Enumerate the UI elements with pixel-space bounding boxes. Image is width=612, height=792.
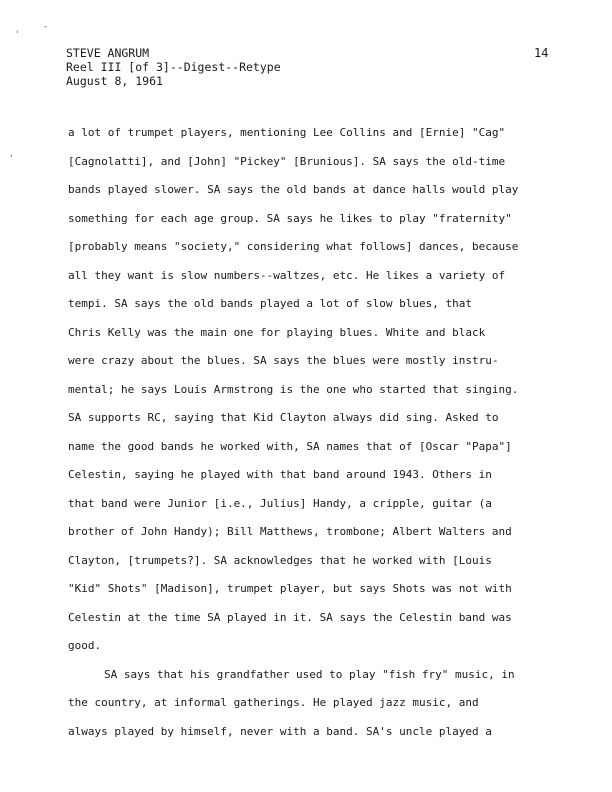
margin-mark: ' [16,30,19,40]
text-line: "Kid" Shots" [Madison], trumpet player, but says Shots was not with [68,582,512,595]
text-line: SA says that his grandfather used to play "fish fry" music, in [104,667,515,681]
text-line: name the good bands he worked with, SA names that of [Oscar "Papa"] [68,439,512,453]
reel-info: Reel III [of 3]--Digest--Retype [66,60,281,74]
margin-mark: - [44,22,48,32]
text-line: Clayton, [trumpets?]. SA acknowledges that he worked with [Louis [68,553,492,567]
margin-mark: ' [10,154,13,164]
text-line: tempi. SA says the old bands played a lot of slow blues, that [68,297,472,310]
transcript-body [68,126,578,753]
text-line: were crazy about the blues. SA says the blues were mostly instru- [68,354,499,367]
document-header [66,46,281,88]
page-number: 14 [534,46,549,60]
text-line: always played by himself, never with a band. SA's uncle played a [68,724,492,738]
text-line: brother of John Handy); Bill Matthews, trombone; Albert Walters and [68,525,512,538]
text-line: Celestin at the time SA played in it. SA says the Celestin band was [68,610,512,624]
text-line: [Cagnolatti], and [John] "Pickey" [Brunious]. SA says the old-time [68,154,506,168]
text-line: bands played slower. SA says the old bands at dance halls would play [68,183,519,196]
interview-date: August 8, 1961 [66,74,163,88]
text-line: good. [68,639,102,652]
text-line: Celestin, saying he played with that band around 1943. Others in [68,468,492,481]
text-line: SA supports RC, saying that Kid Clayton always did sing. Asked to [68,411,499,424]
text-line: that band were Junior [i.e., Julius] Handy, a cripple, guitar (a [68,496,492,510]
text-line: the country, at informal gatherings. He played jazz music, and [68,696,479,709]
text-line: a lot of trumpet players, mentioning Lee Collins and [Ernie] "Cag" [68,126,506,139]
speaker-name: STEVE ANGRUM [66,46,150,60]
text-line: Chris Kelly was the main one for playing blues. White and black [68,325,486,339]
text-line: all they want is slow numbers--waltzes, etc. He likes a variety of [68,268,506,282]
text-line: [probably means "society," considering what follows] dances, because [68,240,519,253]
text-line: mental; he says Louis Armstrong is the one who started that singing. [68,382,519,396]
text-line: something for each age group. SA says he likes to play "fraternity" [68,211,512,225]
